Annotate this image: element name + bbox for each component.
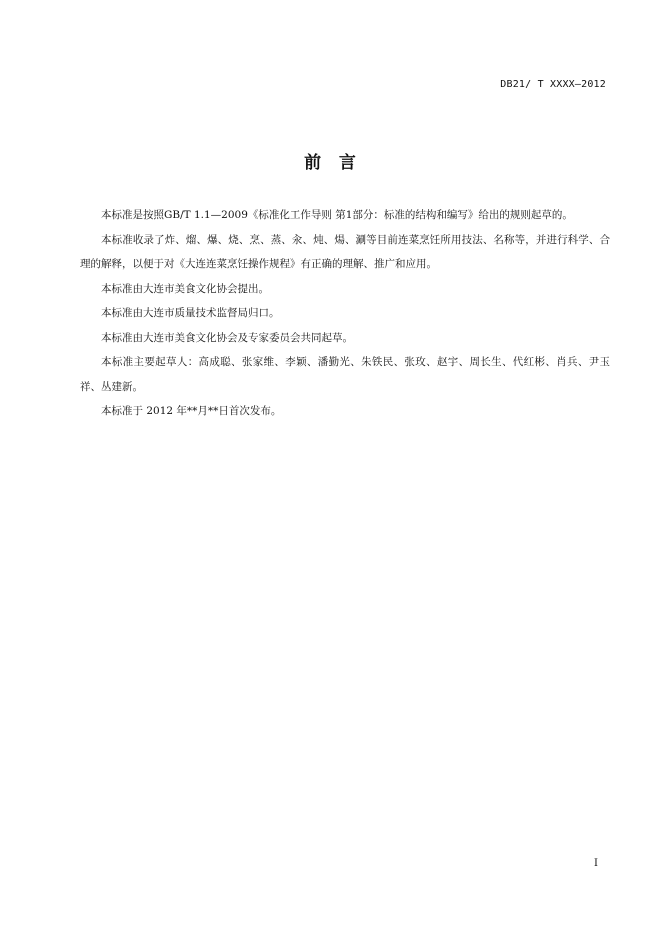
paragraph-centralized-by: 本标准由大连市质量技术监督局归口。 bbox=[101, 307, 280, 319]
paragraph-release: 本标准于 2012 年**月**日首次发布。 bbox=[101, 405, 282, 417]
standard-code: DB21/ T XXXX—2012 bbox=[500, 79, 606, 90]
page-number: I bbox=[594, 858, 598, 869]
paragraph-proposed-by: 本标准由大连市美食文化协会提出。 bbox=[101, 282, 269, 295]
paragraph-drafting-rules: 本标准是按照GB/T 1.1—2009《标准化工作导则 第1部分：标准的结构和编写》给出的规则起草的。 bbox=[101, 209, 573, 221]
paragraph-drafted-by: 本标准由大连市美食文化协会及专家委员会共同起草。 bbox=[101, 331, 353, 344]
paragraph-drafters: 本标准主要起草人：高成聪、张家维、李颖、潘勤光、朱铁民、张玫、赵宇、周长生、代红彬、肖兵、尹玉祥、丛建新。 bbox=[80, 356, 610, 393]
foreword-body bbox=[80, 203, 610, 424]
page-title: 前 言 bbox=[304, 153, 358, 173]
paragraph-techniques: 本标准收录了炸、熘、爆、烧、烹、蒸、汆、炖、煬、涮等目前连菜烹饪所用技法、名称等，并进行科学、合理的解释，以便于对《大连连菜烹饪操作规程》有正确的理解、推广和应用。 bbox=[80, 233, 610, 270]
